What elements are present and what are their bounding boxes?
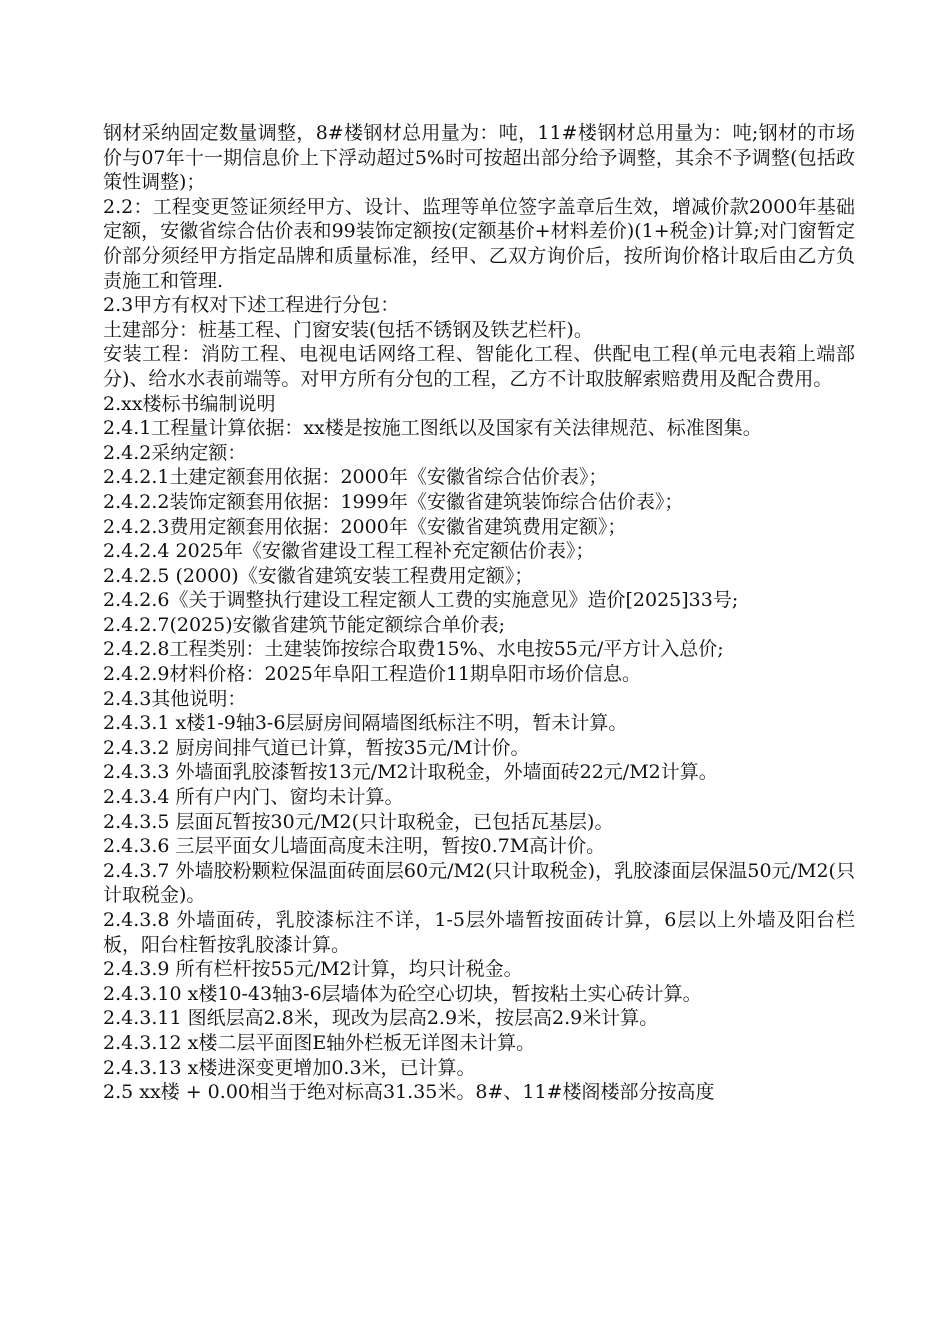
paragraph-2-4-1: 2.4.1工程量计算依据：xx楼是按施工图纸以及国家有关法律规范、标准图集。 (103, 417, 762, 440)
paragraph-2-4-2: 2.4.2采纳定额： (103, 441, 247, 464)
paragraph-2-4-3-5: 2.4.3.5 层面瓦暂按30元/M2(只计取税金，已包括瓦基层)。 (103, 810, 614, 833)
paragraph-2-4-2-2: 2.4.2.2装饰定额套用依据：1999年《安徽省建筑装饰综合估价表》； (103, 490, 684, 513)
paragraph-civil-part: 土建部分：桩基工程、门窗安装(包括不锈钢及铁艺栏杆)。 (103, 318, 593, 341)
paragraph-tender-notes-heading: 2.xx楼标书编制说明 (103, 392, 276, 415)
paragraph-2-4-2-6: 2.4.2.6《关于调整执行建设工程定额人工费的实施意见》造价[2025]33号; (103, 589, 739, 612)
paragraph-2-4-2-1: 2.4.2.1土建定额套用依据：2000年《安徽省综合估价表》； (103, 466, 608, 489)
paragraph-2-2-change-visa: 2.2：工程变更签证须经甲方、设计、监理等单位签字盖章后生效，增减价款2000年基础定额，安徽省综合估价表和99装饰定额按(定额基价+材料差价)(1+税金)计算;对门窗暂定价部分须经甲方指定品牌和质量标准，经甲、乙双方询价后，按所询价格计取后由乙方负责施工和管理. (103, 195, 855, 292)
paragraph-2-4-3-4: 2.4.3.4 所有户内门、窗均未计算。 (103, 786, 404, 809)
paragraph-2-4-2-3: 2.4.2.3费用定额套用依据：2000年《安徽省建筑费用定额》； (103, 515, 627, 538)
paragraph-installation-works: 安装工程：消防工程、电视电话网络工程、智能化工程、供配电工程(单元电表箱上端部分)、给水水表前端等。对甲方所有分包的工程，乙方不计取肢解索赔费用及配合费用。 (103, 343, 855, 390)
paragraph-2-4-3-13: 2.4.3.13 x楼进深变更增加0.3米，已计算。 (103, 1056, 476, 1079)
paragraph-2-3-subcontract: 2.3甲方有权对下述工程进行分包： (103, 294, 400, 317)
paragraph-2-4-3-2: 2.4.3.2 厨房间排气道已计算，暂按35元/M计价。 (103, 736, 530, 759)
paragraph-2-4-3-12: 2.4.3.12 x楼二层平面图E轴外栏板无详图未计算。 (103, 1031, 536, 1054)
document-body (103, 121, 855, 1105)
paragraph-2-4-2-5: 2.4.2.5 (2000)《安徽省建筑安装工程费用定额》； (103, 564, 534, 587)
paragraph-steel-adjustment: 钢材采纳固定数量调整，8#楼钢材总用量为：吨，11#楼钢材总用量为：吨;钢材的市场价与07年十一期信息价上下浮动超过5%时可按超出部分给予调整，其余不予调整(包括政策性调整)； (103, 122, 855, 194)
paragraph-2-4-3-10: 2.4.3.10 x楼10-43轴3-6层墙体为砼空心切块，暂按粘土实心砖计算。 (103, 982, 702, 1005)
paragraph-2-4-2-9: 2.4.2.9材料价格：2025年阜阳工程造价11期阜阳市场价信息。 (103, 663, 642, 686)
paragraph-2-4-2-7: 2.4.2.7(2025)安徽省建筑节能定额综合单价表; (103, 613, 506, 636)
paragraph-2-4-3-7: 2.4.3.7 外墙胶粉颗粒保温面砖面层60元/M2(只计取税金)，乳胶漆面层保温50元/M2(只计取税金)。 (103, 859, 855, 907)
paragraph-2-4-3-3: 2.4.3.3 外墙面乳胶漆暂按13元/M2计取税金，外墙面砖22元/M2计算。 (103, 761, 718, 784)
paragraph-2-5: 2.5 xx楼 + 0.00相当于绝对标高31.35米。8#、11#楼阁楼部分按高度 (103, 1081, 715, 1104)
paragraph-2-4-3: 2.4.3其他说明： (103, 687, 247, 710)
paragraph-2-4-3-11: 2.4.3.11 图纸层高2.8米，现改为层高2.9米，按层高2.9米计算。 (103, 1007, 659, 1030)
paragraph-2-4-3-8: 2.4.3.8 外墙面砖，乳胶漆标注不详，1-5层外墙暂按面砖计算，6层以上外墙及阳台栏板，阳台柱暂按乳胶漆计算。 (103, 909, 855, 956)
paragraph-2-4-3-6: 2.4.3.6 三层平面女儿墙面高度未注明，暂按0.7M高计价。 (103, 835, 606, 858)
paragraph-2-4-3-1: 2.4.3.1 x楼1-9轴3-6层厨房间隔墙图纸标注不明，暂未计算。 (103, 712, 628, 735)
paragraph-2-4-3-9: 2.4.3.9 所有栏杆按55元/M2计算，均只计税金。 (103, 958, 523, 981)
paragraph-2-4-2-4: 2.4.2.4 2025年《安徽省建设工程工程补充定额估价表》； (103, 540, 595, 563)
paragraph-2-4-2-8: 2.4.2.8工程类别：土建装饰按综合取费15%、水电按55元/平方计入总价; (103, 638, 724, 661)
